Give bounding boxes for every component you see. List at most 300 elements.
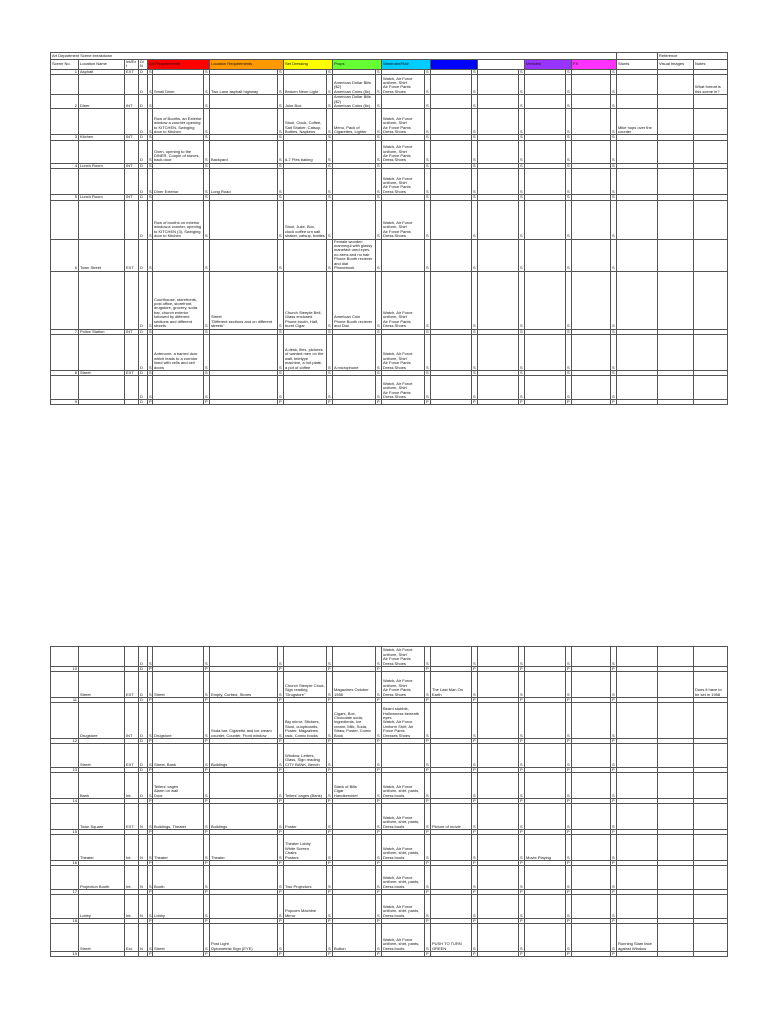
mark-cell: S (327, 169, 333, 195)
location-name (79, 376, 125, 400)
scene-number: 7 (51, 329, 79, 334)
mark-cell: S (425, 109, 431, 135)
wardrobe: Watch, Air Force uniform, shirt, pants, Dress boots (382, 924, 425, 952)
table-row (51, 895, 728, 919)
mark-cell: S (376, 866, 382, 890)
location-requirements: Theater (210, 835, 278, 861)
notes: Does it have to be set in 1958 (694, 672, 728, 698)
location-name: Town Square (79, 804, 125, 830)
mark-cell: S (149, 329, 152, 334)
location-name (79, 400, 125, 405)
day-night: N (139, 866, 148, 890)
fx (572, 703, 611, 739)
mark-cell: S (611, 672, 617, 698)
mark-cell: S (566, 924, 572, 952)
notes (694, 400, 728, 405)
scene-number (51, 140, 79, 163)
mark-cell: S (204, 334, 210, 370)
scene-number: 12 (51, 739, 79, 744)
mark-cell: S (204, 773, 210, 799)
mark-cell: P (328, 798, 331, 803)
location-name (79, 952, 125, 957)
int-ext (125, 400, 139, 405)
mark-cell: P (520, 889, 523, 894)
mark-cell: P (205, 798, 208, 803)
fx (572, 895, 611, 919)
mark-cell: S (205, 69, 208, 74)
breakdown-table-page-1 (50, 52, 728, 405)
stunts (617, 647, 658, 667)
mark-cell: S (148, 140, 153, 163)
mark-cell: S (377, 370, 380, 375)
mark-cell: S (426, 69, 429, 74)
header-location-name: Location Name (79, 60, 125, 70)
mark-cell: S (327, 703, 333, 739)
mark-cell: S (472, 703, 478, 739)
mark-cell: S (205, 370, 208, 375)
mark-cell: S (472, 924, 478, 952)
mark-cell: P (205, 767, 208, 772)
scene-number (51, 866, 79, 890)
set-dressing: 6-7 Pies baking (284, 140, 327, 163)
stunts (617, 895, 658, 919)
mark-cell: P (328, 738, 331, 743)
visual-images (658, 169, 694, 195)
notes: What format is this scene in? (694, 75, 728, 95)
mark-cell: S (425, 672, 431, 698)
fx (572, 866, 611, 890)
scene-number: 16 (51, 861, 79, 866)
props: Button (333, 924, 376, 952)
fx (572, 75, 611, 95)
mark-cell: P (520, 798, 523, 803)
visual-images (658, 140, 694, 163)
int-ext (125, 647, 139, 667)
mark-cell: P (426, 697, 429, 702)
mark-cell: S (148, 271, 153, 329)
scene-number (51, 703, 79, 739)
day-night: D (139, 95, 148, 109)
mark-cell: S (376, 376, 382, 400)
notes (694, 835, 728, 861)
stunts: Mike hops over the counter (617, 109, 658, 135)
mark-cell: S (204, 200, 210, 239)
fx (572, 744, 611, 768)
mark-cell: P (328, 951, 331, 956)
fx (572, 271, 611, 329)
mark-cell: S (204, 647, 210, 667)
mark-cell: S (472, 140, 478, 163)
mark-cell: P (426, 951, 429, 956)
mark-cell: S (611, 169, 617, 195)
mark-cell: S (425, 239, 431, 271)
day-night: D (139, 667, 148, 672)
fx (572, 239, 611, 271)
mark-cell: P (426, 738, 429, 743)
props (333, 804, 376, 830)
mark-cell: P (426, 889, 429, 894)
mark-cell: S (327, 200, 333, 239)
table-row (51, 744, 728, 768)
stunts (617, 376, 658, 400)
mark-cell: S (520, 329, 523, 334)
fx (572, 773, 611, 799)
mark-cell: S (473, 329, 476, 334)
set-dressing: Broken Neon Light (284, 75, 327, 95)
mark-cell: S (520, 69, 523, 74)
mark-cell: S (327, 804, 333, 830)
mark-cell: S (279, 370, 282, 375)
mark-cell: S (566, 239, 572, 271)
extra-category: PUSH TO TURN GREEN (431, 924, 472, 952)
mark-cell: S (472, 773, 478, 799)
vehicles (525, 866, 566, 890)
location-requirements: Street "Different sections and on different streets" (210, 271, 278, 329)
location-name: Kitchen (79, 135, 125, 140)
mark-cell: S (472, 239, 478, 271)
day-night: D (139, 135, 148, 140)
mark-cell: S (148, 239, 153, 271)
location-name (79, 75, 125, 95)
mark-cell: S (148, 895, 153, 919)
mark-cell: S (519, 804, 525, 830)
mark-cell: S (472, 895, 478, 919)
day-night: D (139, 672, 148, 698)
mark-cell: S (566, 95, 572, 109)
props (333, 866, 376, 890)
mark-cell: S (425, 376, 431, 400)
location-name: Diner (79, 95, 125, 109)
set-dressing: Window, Letters, Glass, Sign reading CITY BANK, Bench (284, 744, 327, 768)
mark-cell: S (376, 703, 382, 739)
mark-cell: S (472, 376, 478, 400)
day-night: D (139, 163, 148, 168)
day-night: D (139, 329, 148, 334)
extra-category (431, 169, 472, 195)
blank-category (478, 334, 519, 370)
day-night: N (139, 804, 148, 830)
table-row (51, 109, 728, 135)
header-props: Props (333, 60, 382, 70)
mark-cell: S (472, 334, 478, 370)
visual-images (658, 895, 694, 919)
mark-cell: S (473, 194, 476, 200)
visual-images (658, 334, 694, 370)
set-dressing (284, 376, 327, 400)
mark-cell: P (473, 767, 476, 772)
mark-cell: S (472, 647, 478, 667)
visual-images (658, 376, 694, 400)
mark-cell: S (328, 163, 331, 168)
scene-number: 18 (51, 919, 79, 924)
mark-cell: S (566, 169, 572, 195)
mark-cell: S (327, 744, 333, 768)
mark-cell: S (612, 69, 615, 74)
int-ext: INT (125, 135, 139, 140)
scene-number (51, 835, 79, 861)
art-requirements: Theater (153, 835, 204, 861)
visual-images (658, 952, 694, 957)
mark-cell: S (376, 95, 382, 109)
mark-cell: P (279, 399, 282, 405)
stunts (617, 334, 658, 370)
mark-cell: S (376, 744, 382, 768)
mark-cell: P (612, 918, 615, 923)
mark-cell: P (279, 860, 282, 865)
scene-number (51, 895, 79, 919)
blank-category (478, 866, 519, 890)
stunts (617, 866, 658, 890)
art-requirements: Row of booths on exterior window,a counter, opening to KITCHEN (3), Swinging door to Kitchen (153, 200, 204, 239)
mark-cell: S (278, 835, 284, 861)
vehicles (525, 672, 566, 698)
art-requirements: Anteroom, a barred door which leads to a corridor lined with cells and cell doors (153, 334, 204, 370)
mark-cell: P (612, 829, 615, 834)
mark-cell: P (567, 767, 570, 772)
wardrobe: Watch, Air Force uniform, shirt, pants, Dress boots (382, 866, 425, 890)
mark-cell: S (376, 239, 382, 271)
location-name (79, 271, 125, 329)
mark-cell: S (327, 773, 333, 799)
mark-cell: P (426, 860, 429, 865)
location-requirements: Buildings (210, 804, 278, 830)
scene-number: 14 (51, 799, 79, 804)
header-wardrobe-hair: Wardrobe/Hair (382, 60, 431, 70)
mark-cell: P (328, 889, 331, 894)
extra-category: The Last Man On Earth (431, 672, 472, 698)
mark-cell: P (279, 767, 282, 772)
mark-cell: S (327, 376, 333, 400)
notes (694, 647, 728, 667)
mark-cell: S (567, 370, 570, 375)
mark-cell: P (377, 767, 380, 772)
table-row (51, 672, 728, 698)
mark-cell: S (519, 109, 525, 135)
mark-cell: S (278, 647, 284, 667)
location-name: Town Street (79, 239, 125, 271)
mark-cell: P (149, 399, 152, 405)
mark-cell: S (149, 370, 152, 375)
location-name: Theater (79, 835, 125, 861)
day-night: D (139, 773, 148, 799)
day-night: D (139, 744, 148, 768)
mark-cell: P (377, 666, 380, 671)
mark-cell: S (425, 95, 431, 109)
stunts (617, 952, 658, 957)
int-ext (125, 952, 139, 957)
scene-number: 4 (51, 163, 79, 168)
mark-cell: S (611, 835, 617, 861)
scene-number: 17 (51, 890, 79, 895)
blank-category (478, 200, 519, 239)
vehicles: Movie Playing (525, 835, 566, 861)
mark-cell: P (426, 918, 429, 923)
mark-cell: P (473, 860, 476, 865)
location-requirements (210, 895, 278, 919)
location-requirements: Empty, Curbed, Stores (210, 672, 278, 698)
visual-images (658, 239, 694, 271)
blank-category (478, 773, 519, 799)
mark-cell: S (148, 109, 153, 135)
day-night: N (139, 835, 148, 861)
location-requirements: Buildings (210, 744, 278, 768)
mark-cell: S (426, 194, 429, 200)
set-dressing: Popcorn Machine Mirror (284, 895, 327, 919)
blank-category (478, 672, 519, 698)
mark-cell: P (149, 860, 152, 865)
location-name: Lobby (79, 895, 125, 919)
set-dressing: Theater Lobby White Screen Chairs Posters (284, 835, 327, 861)
table-row (51, 239, 728, 271)
header-set-dressing: Set Dressing (284, 60, 333, 70)
location-requirements: Post Light Optometrist Sign (EYE) (210, 924, 278, 952)
mark-cell: P (426, 829, 429, 834)
int-ext (125, 109, 139, 135)
vehicles (525, 400, 566, 405)
mark-cell: S (566, 271, 572, 329)
stunts (617, 672, 658, 698)
int-ext: EXT (125, 239, 139, 271)
scene-number (51, 672, 79, 698)
mark-cell: S (566, 804, 572, 830)
int-ext: Int. (125, 773, 139, 799)
mark-cell: S (278, 376, 284, 400)
mark-cell: S (148, 334, 153, 370)
set-dressing: Stool, Juke, Box, clock coffee urn salt shaker, catsup, bottles (284, 200, 327, 239)
mark-cell: P (473, 738, 476, 743)
fx (572, 140, 611, 163)
mark-cell: S (566, 866, 572, 890)
int-ext: EXT (125, 69, 139, 74)
mark-cell: S (279, 69, 282, 74)
int-ext: INT (125, 329, 139, 334)
mark-cell: P (520, 399, 523, 405)
mark-cell: S (327, 334, 333, 370)
mark-cell: P (612, 798, 615, 803)
props: Menu, Pack of Cigarettes, Lighter (333, 109, 376, 135)
wardrobe: Watch, Air Force uniform, Shirt Air Force Pants Dress Shoes (382, 109, 425, 135)
mark-cell: S (425, 895, 431, 919)
mark-cell: S (204, 744, 210, 768)
props (333, 952, 376, 957)
mark-cell: S (148, 647, 153, 667)
mark-cell: S (327, 835, 333, 861)
fx (572, 924, 611, 952)
set-dressing: Church Steeple Clock, Sign reading "Drugstore" (284, 672, 327, 698)
mark-cell: S (425, 271, 431, 329)
int-ext: EXT (125, 672, 139, 698)
mark-cell: S (425, 169, 431, 195)
props: Magazines October 1958 (333, 672, 376, 698)
location-name (79, 334, 125, 370)
blank-category (478, 895, 519, 919)
mark-cell: P (205, 918, 208, 923)
fx (572, 804, 611, 830)
wardrobe (382, 952, 425, 957)
mark-cell: S (519, 95, 525, 109)
mark-cell: S (519, 140, 525, 163)
mark-cell: S (278, 672, 284, 698)
vehicles (525, 169, 566, 195)
mark-cell: P (279, 697, 282, 702)
location-requirements (210, 952, 278, 957)
mark-cell: S (204, 75, 210, 95)
table-row (51, 271, 728, 329)
art-requirements: Street (153, 924, 204, 952)
int-ext: Int. (125, 866, 139, 890)
vehicles (525, 744, 566, 768)
set-dressing (284, 647, 327, 667)
mark-cell: S (611, 271, 617, 329)
day-night: D (139, 69, 148, 74)
mark-cell: S (611, 334, 617, 370)
day-night: D (139, 647, 148, 667)
mark-cell: S (327, 95, 333, 109)
table-row (51, 952, 728, 957)
mark-cell: S (425, 75, 431, 95)
mark-cell: S (472, 744, 478, 768)
mark-cell: S (473, 370, 476, 375)
mark-cell: P (149, 666, 152, 671)
mark-cell: P (567, 829, 570, 834)
mark-cell: P (377, 829, 380, 834)
wardrobe: Watch, Air Force uniform, Shirt Air Force Pants Dress Shoes (382, 169, 425, 195)
scene-number (51, 376, 79, 400)
mark-cell: S (567, 69, 570, 74)
mark-cell: S (278, 866, 284, 890)
mark-cell: S (472, 75, 478, 95)
visual-images (658, 75, 694, 95)
stunts (617, 804, 658, 830)
mark-cell: S (472, 169, 478, 195)
mark-cell: S (149, 69, 152, 74)
mark-cell: S (425, 200, 431, 239)
mark-cell: S (328, 194, 331, 200)
set-dressing: Juke Box (284, 95, 327, 109)
header-row (51, 60, 728, 70)
mark-cell: S (204, 271, 210, 329)
mark-cell: P (377, 798, 380, 803)
mark-cell: P (567, 918, 570, 923)
mark-cell: S (519, 703, 525, 739)
mark-cell: S (472, 835, 478, 861)
wardrobe: Watch, Air Force uniform, Shirt Air Force Pants Dress Shoes (382, 271, 425, 329)
mark-cell: S (611, 804, 617, 830)
mark-cell: S (519, 200, 525, 239)
int-ext: INT (125, 95, 139, 109)
scene-number (51, 271, 79, 329)
table-row (51, 95, 728, 109)
stunts (617, 773, 658, 799)
mark-cell: P (520, 738, 523, 743)
mark-cell: P (612, 951, 615, 956)
vehicles (525, 334, 566, 370)
scene-number: 3 (51, 135, 79, 140)
location-requirements (210, 200, 278, 239)
mark-cell: S (278, 924, 284, 952)
title-row (51, 53, 728, 60)
mark-cell: S (148, 672, 153, 698)
stunts (617, 400, 658, 405)
notes (694, 952, 728, 957)
int-ext (125, 169, 139, 195)
set-dressing (284, 239, 327, 271)
mark-cell: S (611, 239, 617, 271)
notes (694, 169, 728, 195)
scene-number: 8 (51, 370, 79, 375)
extra-category (431, 200, 472, 239)
wardrobe: Watch, Air Force uniform, Shirt Air Force Pants Dress Shoes (382, 200, 425, 239)
